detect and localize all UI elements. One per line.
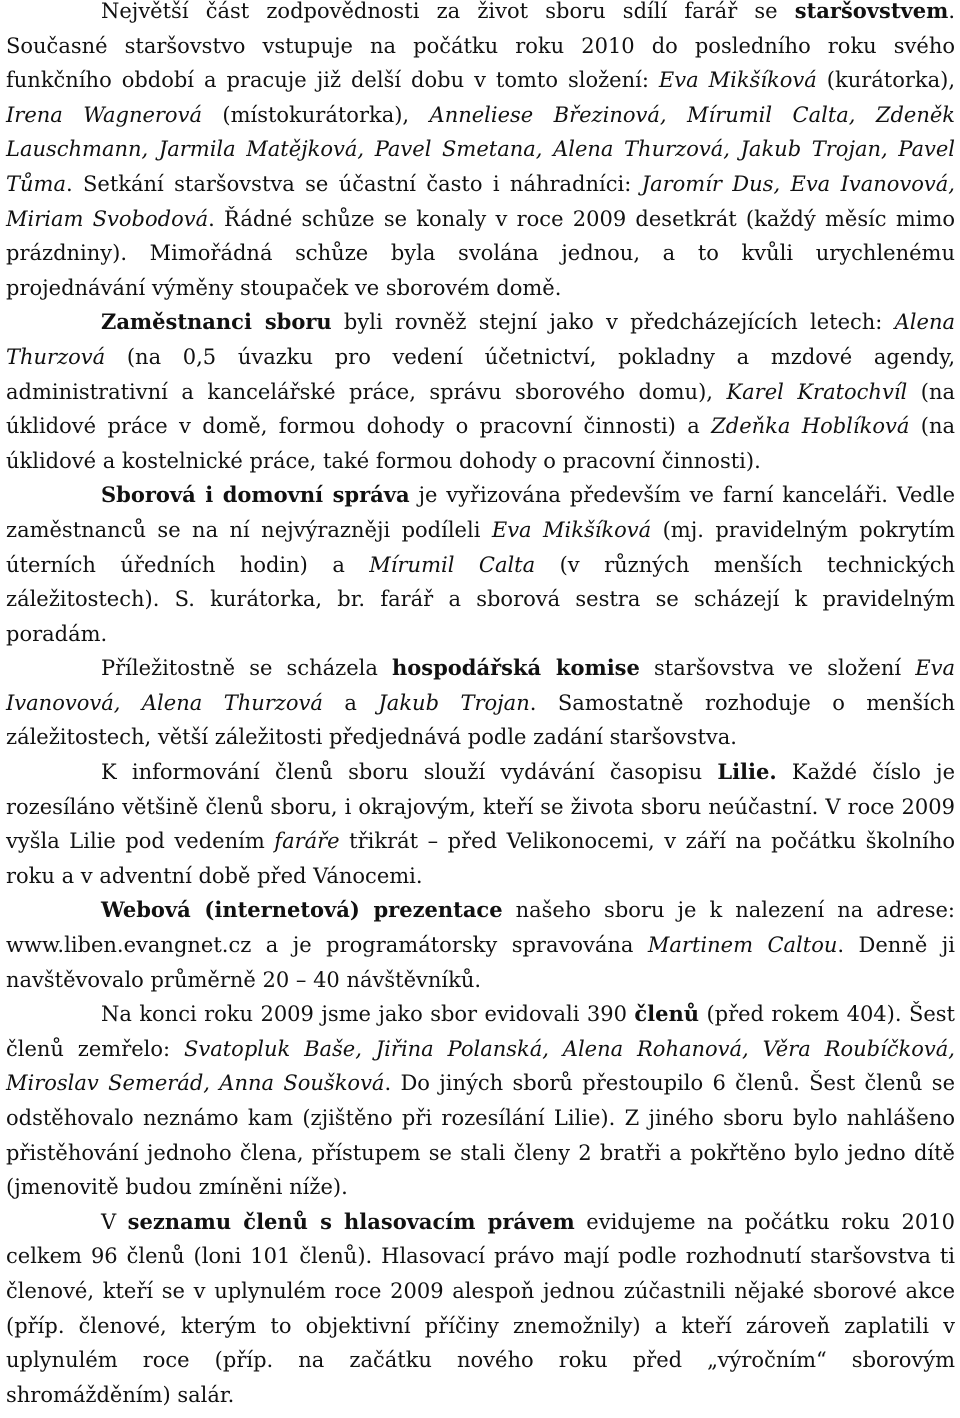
italic-text: Mírumil Calta — [369, 552, 536, 577]
text-run: je vyřizována především ve farní kanceláři. Vedle zaměstnanců se na ní nejvýrazněji podíleli — [6, 483, 955, 542]
italic-text: Martinem Caltou — [647, 933, 838, 958]
text-run: . Samostatně rozhoduje o menších záležitostech, větší záležitosti předjednává podle zadání staršovstva. — [6, 690, 955, 750]
bold-text: Zaměstnanci sboru — [101, 309, 332, 335]
italic-text: Jaromír Dus, Eva Ivanovová, Miriam Svobodová — [6, 171, 955, 231]
paragraph — [6, 0, 955, 305]
paragraph — [6, 755, 955, 893]
text-run: . Řádné schůze se konaly v roce 2009 desetkrát (každý měsíc mimo prázdniny). Mimořádná schůze byla svolána jednou, a to kvůli urychlenému projednávání výměny stoupaček ve sborovém domě. — [6, 206, 956, 300]
text-run: . Denně ji navštěvovalo průměrně 20 – 40 návštěvníků. — [6, 933, 955, 992]
text-run: (na 0,5 úvazku pro vedení účetnictví, pokladny a mzdové agendy, administrativní a kancelářské práce, správu sborového domu), — [6, 344, 955, 404]
text-run: (na úklidové a kostelnické práce, také formou dohody o pracovní činnosti). — [6, 414, 955, 473]
bold-text: seznamu členů s hlasovacím právem — [127, 1208, 575, 1234]
paragraph — [6, 997, 955, 1205]
text-run: V — [101, 1209, 128, 1234]
bold-text: Lilie. — [717, 759, 777, 785]
paragraph — [6, 305, 955, 478]
bold-text: staršovstvem — [794, 0, 949, 23]
text-run: staršovstva ve složení — [639, 656, 916, 681]
text-run: (kurátorka), — [816, 68, 956, 93]
italic-text: Eva Ivanovová, Alena Thurzová — [6, 656, 955, 715]
italic-text: Anneliese Březinová, Mírumil Calta, Zdeněk Lauschmann, Jarmila Matějková, Pavel Smetana, Alena Thurzová, Jakub Trojan, Pavel Tůma — [6, 102, 955, 196]
text-run: evidujeme na počátku roku 2010 celkem 96 členů (loni 101 členů). Hlasovací právo mají podle rozhodnutí staršovstva ti členové, kteří se v uplynulém roce 2009 alespoň jednou zúčastnili nějaké sborové akce (příp. členové, kterým to objektivní příčiny znemožnily) a kteří zároveň zaplatili v uplynulém roce (příp. na začátku nového roku před „výročním“ sborovým shromážděním) salár. — [6, 1209, 955, 1407]
bold-text: Webová (internetová) prezentace — [101, 897, 503, 923]
paragraph — [6, 651, 955, 755]
italic-text: Eva Mikšíková — [658, 68, 817, 93]
text-run: Příležitostně se scházela — [101, 656, 393, 681]
text-run: (místokurátorka), — [201, 102, 430, 127]
italic-text: Karel Kratochvíl — [726, 379, 908, 404]
text-run: Největší část zodpovědnosti za život sboru sdílí farář se — [101, 0, 795, 23]
text-run: Na konci roku 2009 jsme jako sbor evidovali 390 — [101, 1002, 635, 1027]
paragraph — [6, 893, 955, 997]
italic-text: Alena Thurzová — [6, 310, 955, 369]
bold-text: hospodářská komise — [392, 655, 640, 681]
italic-text: Svatopluk Baše, Jiřina Polanská, Alena Rohanová, Věra Roubíčková, Miroslav Semerád, Anna Soušková — [6, 1036, 955, 1096]
text-run: . Současné staršovstvo vstupuje na počátku roku 2010 do posledního roku svého funkčního období a pracuje již delší dobu v tomto složení: — [6, 0, 955, 93]
text-run: (mj. pravidelným pokrytím úterních úředních hodin) a — [6, 517, 956, 577]
bold-text: členů — [634, 1001, 700, 1027]
text-run: . Setkání staršovstva se účastní často i náhradníci: — [65, 171, 642, 196]
text-run: (v různých menších technických záležitostech). S. kurátorka, br. farář a sborová sestra se scházejí k pravidelným poradám. — [6, 552, 955, 646]
italic-text: Zdeňka Hoblíková — [711, 414, 910, 439]
text-run: (na úklidové práce v domě, formou dohody o pracovní činnosti) a — [6, 379, 955, 439]
bold-text: Sborová i domovní správa — [101, 482, 410, 508]
text-run: (před rokem 404). Šest členů zemřelo: — [6, 1002, 955, 1061]
italic-text: Irena Wagnerová — [6, 102, 202, 127]
text-run: Každé číslo je rozesíláno většině členů sboru, i okrajovým, kteří se života sboru neúčastní. V roce 2009 vyšla Lilie pod vedením — [6, 760, 955, 854]
paragraph — [6, 478, 955, 651]
paragraph — [6, 1205, 955, 1413]
text-run: . Do jiných sborů přestoupilo 6 členů. Šest členů se odstěhovalo neznámo kam (zjištěno při rozesílání Lilie). Z jiného sboru bylo nahlášeno přistěhování jednoho člena, přístupem se stali členy 2 bratři a pokřtěno bylo jedno dítě (jmenovitě budou zmíněni níže). — [6, 1071, 955, 1200]
text-run: našeho sboru je k nalezení na adrese: www.liben.evangnet.cz a je programátorsky spravována — [6, 898, 955, 958]
text-run: K informování členů sboru slouží vydávání časopisu — [101, 760, 718, 785]
text-run: třikrát – před Velikonocemi, v září na počátku školního roku a v adventní době před Vánocemi. — [6, 829, 955, 888]
italic-text: Eva Mikšíková — [491, 517, 652, 542]
italic-text: faráře — [274, 829, 340, 854]
text-run: a — [322, 690, 379, 715]
italic-text: Jakub Trojan — [378, 690, 530, 715]
text-run: byli rovněž stejní jako v předcházejících letech: — [331, 310, 895, 335]
